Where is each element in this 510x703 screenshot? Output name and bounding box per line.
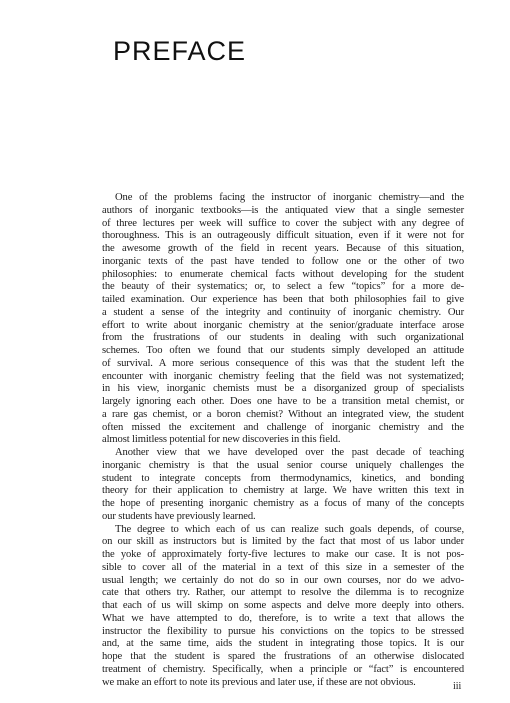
text-line: inorganic texts of the past have tended to follow one or the other of two [102, 255, 464, 267]
text-line: a rare gas chemist, or a boron chemist? Without an integrated view, the student [102, 408, 464, 420]
preface-body [102, 192, 464, 689]
text-line: in his view, inorganic chemists must be a disorganized group of specialists [102, 383, 464, 395]
text-line: the beauty of their systematics; or, to select a few “topics” for a more de- [102, 281, 464, 293]
text-line: and, at the same time, aids the student in integrating those topics. It is our [102, 638, 464, 650]
text-line: instructor the flexibility to pursue his convictions on the topics to be stressed [102, 625, 464, 637]
text-line: from the frustrations of our students in dealing with such organizational [102, 332, 464, 344]
text-line: the hope of presenting inorganic chemistry as a focus of many of the concepts [102, 498, 464, 509]
text-line: of three lectures per week will suffice to cover the subject with any degree of [102, 217, 464, 229]
text-line: philosophies: to enumerate chemical facts without developing for the student [102, 268, 464, 280]
text-line: the awesome growth of the field in recent years. Because of this situation, [102, 243, 464, 254]
text-line: One of the problems facing the instructor of inorganic chemistry—and the [115, 192, 464, 203]
text-line: sible to cover all of the material in a text of this size in a semester of the [102, 561, 464, 573]
text-line: a student a sense of the integrity and continuity of inorganic chemistry. Our [102, 306, 464, 318]
text-line: student to integrate concepts from thermodynamics, kinetics, and bonding [102, 472, 464, 484]
page-number: iii [453, 681, 462, 692]
paragraph-3 [102, 524, 464, 690]
text-line: on our skill as instructors but is limited by the fact that most of us labor under [102, 536, 464, 548]
paragraph-2 [102, 447, 464, 524]
text-line: tailed examination. Our experience has been that both philosophies fail to give [102, 294, 464, 305]
text-line: encounter with inorganic chemistry feeling that the field was not systematized; [102, 370, 464, 382]
paragraph-1 [102, 192, 464, 447]
text-line: What we have attempted to do, therefore, is to write a text that allows the [102, 612, 464, 624]
text-line: that each of us will skimp on some aspects and delve more deeply into others. [102, 600, 464, 611]
text-line: we make an effort to note its previous and later use, if these are not obvious. [102, 676, 416, 688]
page-title: PREFACE [113, 36, 247, 66]
text-line: The degree to which each of us can realize such goals depends, of course, [115, 523, 464, 535]
text-line: usual length; we certainly do not do so in our own courses, nor do we advo- [102, 574, 464, 586]
text-line: our students have previously learned. [102, 510, 256, 522]
text-line: theory for their application to chemistry at large. We have written this text in [102, 485, 464, 497]
text-line: hope that the student is spared the frustrations of an otherwise dislocated [102, 651, 464, 662]
text-line: the yoke of approximately forty-five lectures to make our case. It is not pos- [102, 549, 464, 560]
text-line: often missed the excitement and challenge of inorganic chemistry and the [102, 421, 464, 433]
text-line: effort to write about inorganic chemistry at the senior/graduate interface arose [102, 319, 464, 331]
text-line: schemes. Too often we found that our students simply developed an attitude [102, 345, 464, 356]
text-line: Another view that we have developed over the past decade of teaching [115, 447, 464, 458]
text-line: of survival. A more serious consequence of this was that the student left the [102, 357, 464, 369]
text-line: largely ignoring each other. Does one have to be a transition metal chemist, or [102, 396, 464, 407]
text-line: almost limitless potential for new discoveries in this field. [102, 434, 341, 446]
text-line: inorganic chemistry is that the usual senior course uniquely challenges the [102, 459, 464, 471]
text-line: cate that others try. Rather, our attempt to resolve the dilemma is to recognize [102, 587, 464, 599]
text-line: treatment of chemistry. Specifically, when a principle or “fact” is encountered [102, 663, 464, 675]
text-line: authors of inorganic textbooks—is the antiquated view that a single semester [102, 204, 464, 216]
text-line: thoroughness. This is an outrageously difficult situation, even if it were not for [102, 230, 464, 242]
